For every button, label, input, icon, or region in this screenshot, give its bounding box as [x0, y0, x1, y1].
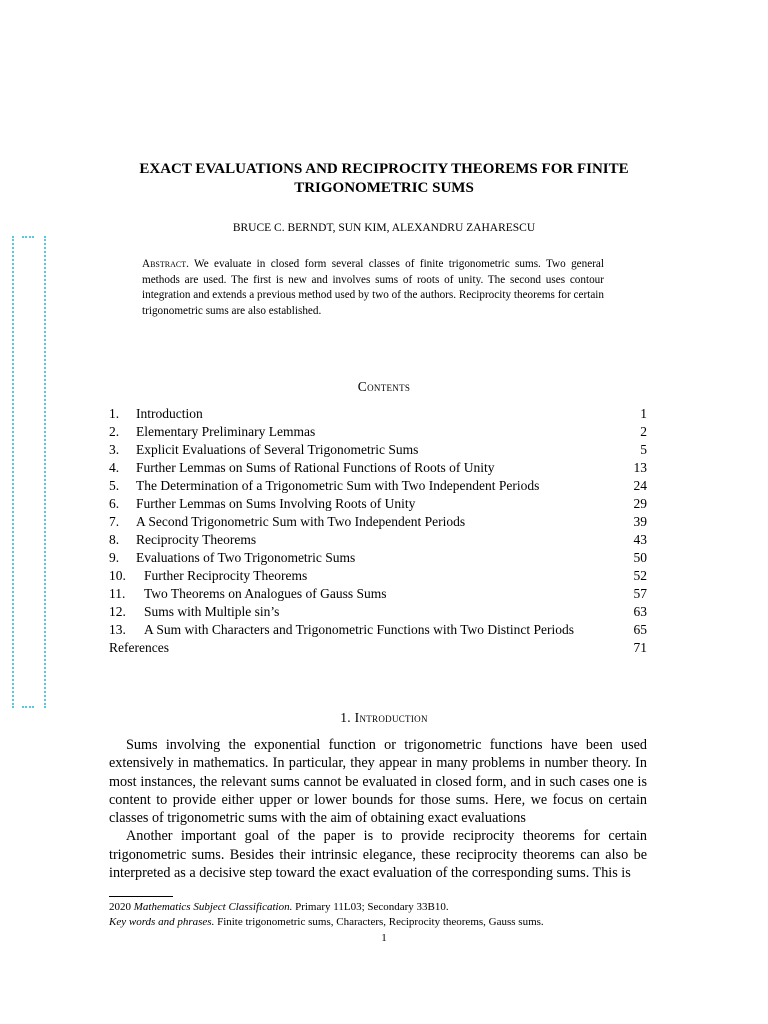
toc-entry-title: Elementary Preliminary Lemmas [136, 424, 316, 439]
toc-entry-number: 2. [109, 424, 120, 439]
toc-entry-number: 1. [109, 406, 120, 421]
toc-entry-title: Further Lemmas on Sums of Rational Functions of Roots of Unity [136, 460, 495, 475]
page-number: 1 [381, 932, 387, 944]
toc-entry[interactable] [109, 459, 647, 477]
toc-entry-title: Further Lemmas on Sums Involving Roots of Unity [136, 496, 416, 511]
paper-title [100, 160, 668, 198]
toc-entry-number: 6. [109, 496, 120, 511]
toc-references-entry[interactable] [109, 639, 647, 657]
section-heading-introduction: 1. Introduction [340, 710, 428, 725]
toc-entry-title: Explicit Evaluations of Several Trigonometric Sums [136, 442, 419, 457]
toc-references-label: References [109, 640, 169, 655]
toc-entry-number: 11. [109, 586, 126, 601]
toc-entry[interactable] [109, 477, 647, 495]
introduction-paragraph: Another important goal of the paper is to provide reciprocity theorems for certain trigonometric sums. Besides their intrinsic elegance, these reciprocity theorems can also be interpreted as a decisive step toward the exact evaluation of the corresponding sums. This is [109, 828, 647, 882]
abstract [142, 257, 604, 319]
toc-entry-page: 65 [633, 622, 647, 637]
toc-entry-number: 3. [109, 442, 120, 457]
toc-entry-number: 13. [109, 622, 126, 637]
msc-prefix: 2020 [109, 901, 134, 913]
msc-label: Mathematics Subject Classification. [133, 901, 293, 913]
toc-entry[interactable] [109, 567, 647, 585]
toc-entry-page: 24 [633, 478, 647, 493]
title-line-2: TRIGONOMETRIC SUMS [294, 180, 474, 196]
toc-entry[interactable] [109, 585, 647, 603]
footnote-rule [109, 896, 173, 897]
toc-entry-title: Two Theorems on Analogues of Gauss Sums [144, 586, 387, 601]
toc-entry-title: Introduction [136, 406, 203, 421]
toc-entry-title: The Determination of a Trigonometric Sum with Two Independent Periods [136, 478, 540, 493]
toc-entry-title: Reciprocity Theorems [136, 532, 257, 547]
toc-entry[interactable] [109, 621, 647, 639]
toc-entry[interactable] [109, 531, 647, 549]
toc-entry-page: 29 [633, 496, 647, 511]
abstract-label: Abstract. [142, 258, 189, 270]
title-line-1: EXACT EVALUATIONS AND RECIPROCITY THEOREMS FOR FINITE [139, 161, 629, 177]
toc-entry-page: 52 [633, 568, 647, 583]
table-of-contents [109, 405, 647, 657]
toc-entry-page: 50 [633, 550, 647, 565]
toc-entry[interactable] [109, 549, 647, 567]
toc-entry-number: 4. [109, 460, 120, 475]
toc-entry-page: 2 [640, 424, 647, 439]
introduction-body [109, 736, 647, 882]
toc-entry-page: 63 [633, 604, 647, 619]
toc-references-page: 71 [633, 640, 647, 655]
toc-entry-number: 5. [109, 478, 120, 493]
toc-entry-number: 8. [109, 532, 120, 547]
msc-text: Primary 11L03; Secondary 33B10. [292, 901, 449, 913]
toc-entry[interactable] [109, 423, 647, 441]
toc-entry-page: 39 [633, 514, 647, 529]
abstract-text: We evaluate in closed form several classes of finite trigonometric sums. Two general methods are used. The first is new and involves sums of roots of unity. The second uses contour integration and extends a previous method used by two of the authors. Reciprocity theorems for certain trigonometric sums are also established. [142, 258, 604, 317]
toc-entry-title: A Second Trigonometric Sum with Two Independent Periods [136, 514, 466, 529]
side-margin-stamp [12, 236, 46, 708]
toc-entry-number: 12. [109, 604, 126, 619]
toc-entry-page: 5 [640, 442, 647, 457]
keywords-footnote [109, 915, 647, 930]
msc-footnote [109, 900, 647, 915]
toc-entry[interactable] [109, 495, 647, 513]
toc-entry-number: 7. [109, 514, 120, 529]
toc-entry-title: Sums with Multiple sin’s [144, 604, 280, 619]
footnotes [109, 900, 647, 930]
author-list: BRUCE C. BERNDT, SUN KIM, ALEXANDRU ZAHARESCU [232, 222, 536, 234]
keywords-label: Key words and phrases. [109, 916, 215, 928]
toc-entry[interactable] [109, 513, 647, 531]
keywords-text: Finite trigonometric sums, Characters, Reciprocity theorems, Gauss sums. [214, 916, 544, 928]
toc-entry-number: 9. [109, 550, 120, 565]
toc-entry-title: Evaluations of Two Trigonometric Sums [136, 550, 356, 565]
toc-entry[interactable] [109, 603, 647, 621]
toc-entry-title: A Sum with Characters and Trigonometric Functions with Two Distinct Periods [144, 622, 575, 637]
toc-entry-number: 10. [109, 568, 126, 583]
toc-entry[interactable] [109, 405, 647, 423]
toc-entry[interactable] [109, 441, 647, 459]
introduction-paragraph: Sums involving the exponential function or trigonometric functions have been used extensively in mathematics. In particular, they appear in many problems in number theory. In most instances, the relevant sums cannot be evaluated in closed form, and in such cases one is content to provide either upper or lower bounds for those sums. Here, we focus on certain classes of trigonometric sums with the aim of obtaining exact evaluations [109, 737, 647, 827]
toc-entry-page: 43 [633, 532, 647, 547]
toc-entry-page: 1 [640, 406, 647, 421]
toc-entry-page: 13 [633, 460, 647, 475]
toc-entry-title: Further Reciprocity Theorems [144, 568, 308, 583]
toc-entry-page: 57 [633, 586, 647, 601]
contents-heading: Contents [357, 379, 411, 394]
